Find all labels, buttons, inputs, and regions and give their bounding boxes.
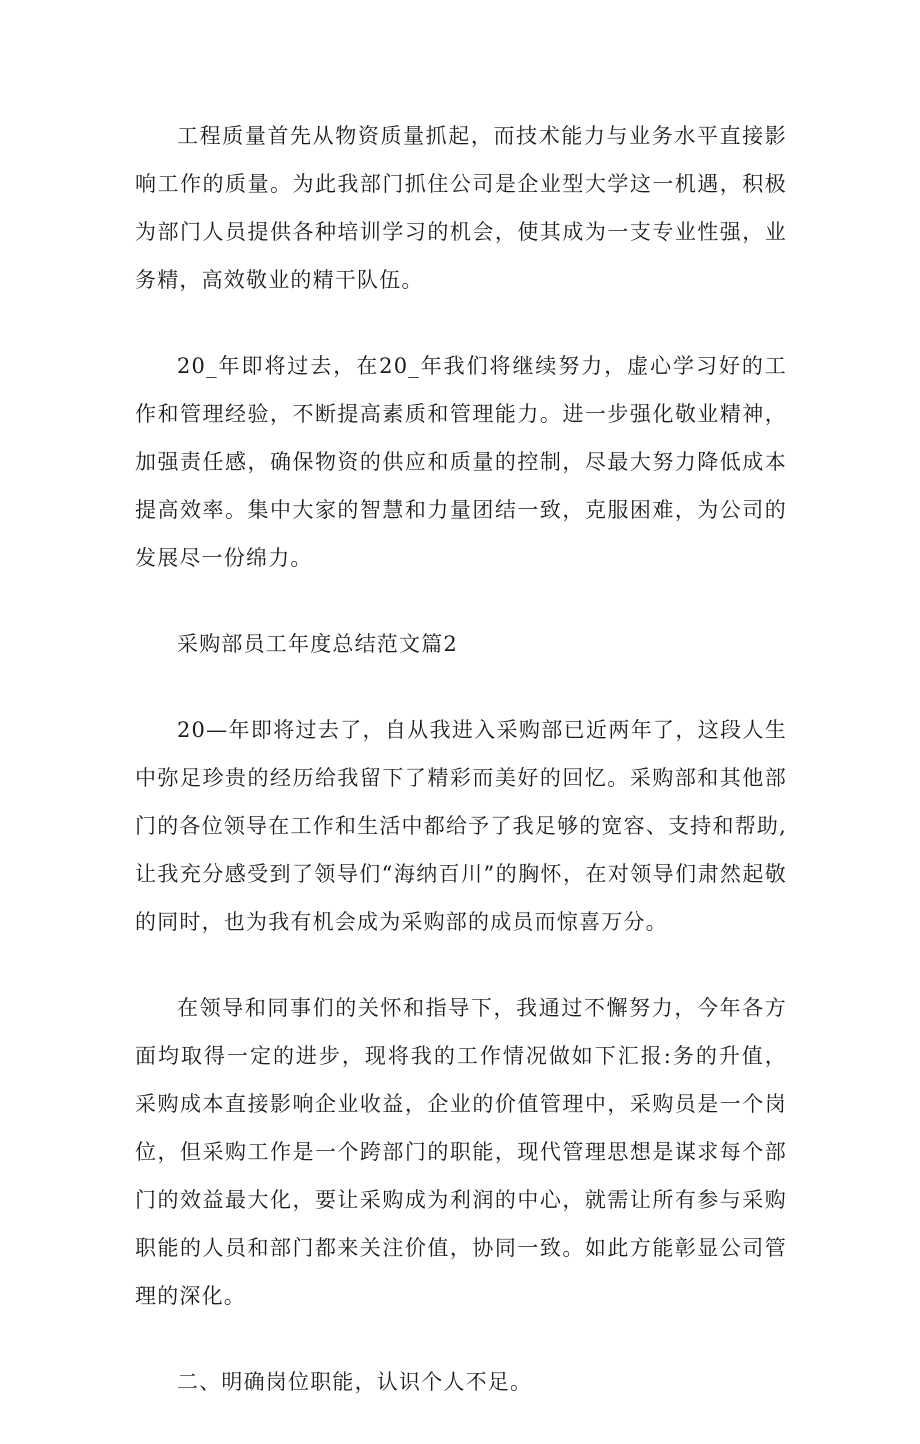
document-body	[135, 112, 787, 1444]
section-heading-part2: 采购部员工年度总结范文篇2	[177, 632, 458, 656]
section-heading-duties: 二、明确岗位职能，认识个人不足。	[177, 1370, 533, 1394]
paragraph-work-report: 在领导和同事们的关怀和指导下，我通过不懈努力，今年各方面均取得一定的进步，现将我的工作情况做如下汇报:务的升值，采购成本直接影响企业收益，企业的价值管理中，采购员是一个岗位，但采购工作是一个跨部门的职能，现代管理思想是谋求每个部门的效益最大化，要让采购成为利润的中心，就需让所有参与采购职能的人员和部门都来关注价值，协同一致。如此方能彰显公司管理的深化。	[135, 996, 787, 1308]
paragraph-two-years-review: 20—年即将过去了，自从我进入采购部已近两年了，这段人生中弥足珍贵的经历给我留下了精彩而美好的回忆。采购部和其他部门的各位领导在工作和生活中都给予了我足够的宽容、支持和帮助,让我充分感受到了领导们“海纳百川”的胸怀，在对领导们肃然起敬的同时，也为我有机会成为采购部的成员而惊喜万分。	[135, 718, 787, 934]
paragraph-quality-training: 工程质量首先从物资质量抓起，而技术能力与业务水平直接影响工作的质量。为此我部门抓住公司是企业型大学这一机遇，积极为部门人员提供各种培训学习的机会，使其成为一支专业性强，业务精，高效敬业的精干队伍。	[135, 124, 787, 292]
paragraph-next-year-plan: 20_年即将过去，在20_年我们将继续努力，虚心学习好的工作和管理经验，不断提高素质和管理能力。进一步强化敬业精神，加强责任感，确保物资的供应和质量的控制，尽最大努力降低成本提高效率。集中大家的智慧和力量团结一致，克服困难，为公司的发展尽一份绵力。	[135, 354, 787, 570]
